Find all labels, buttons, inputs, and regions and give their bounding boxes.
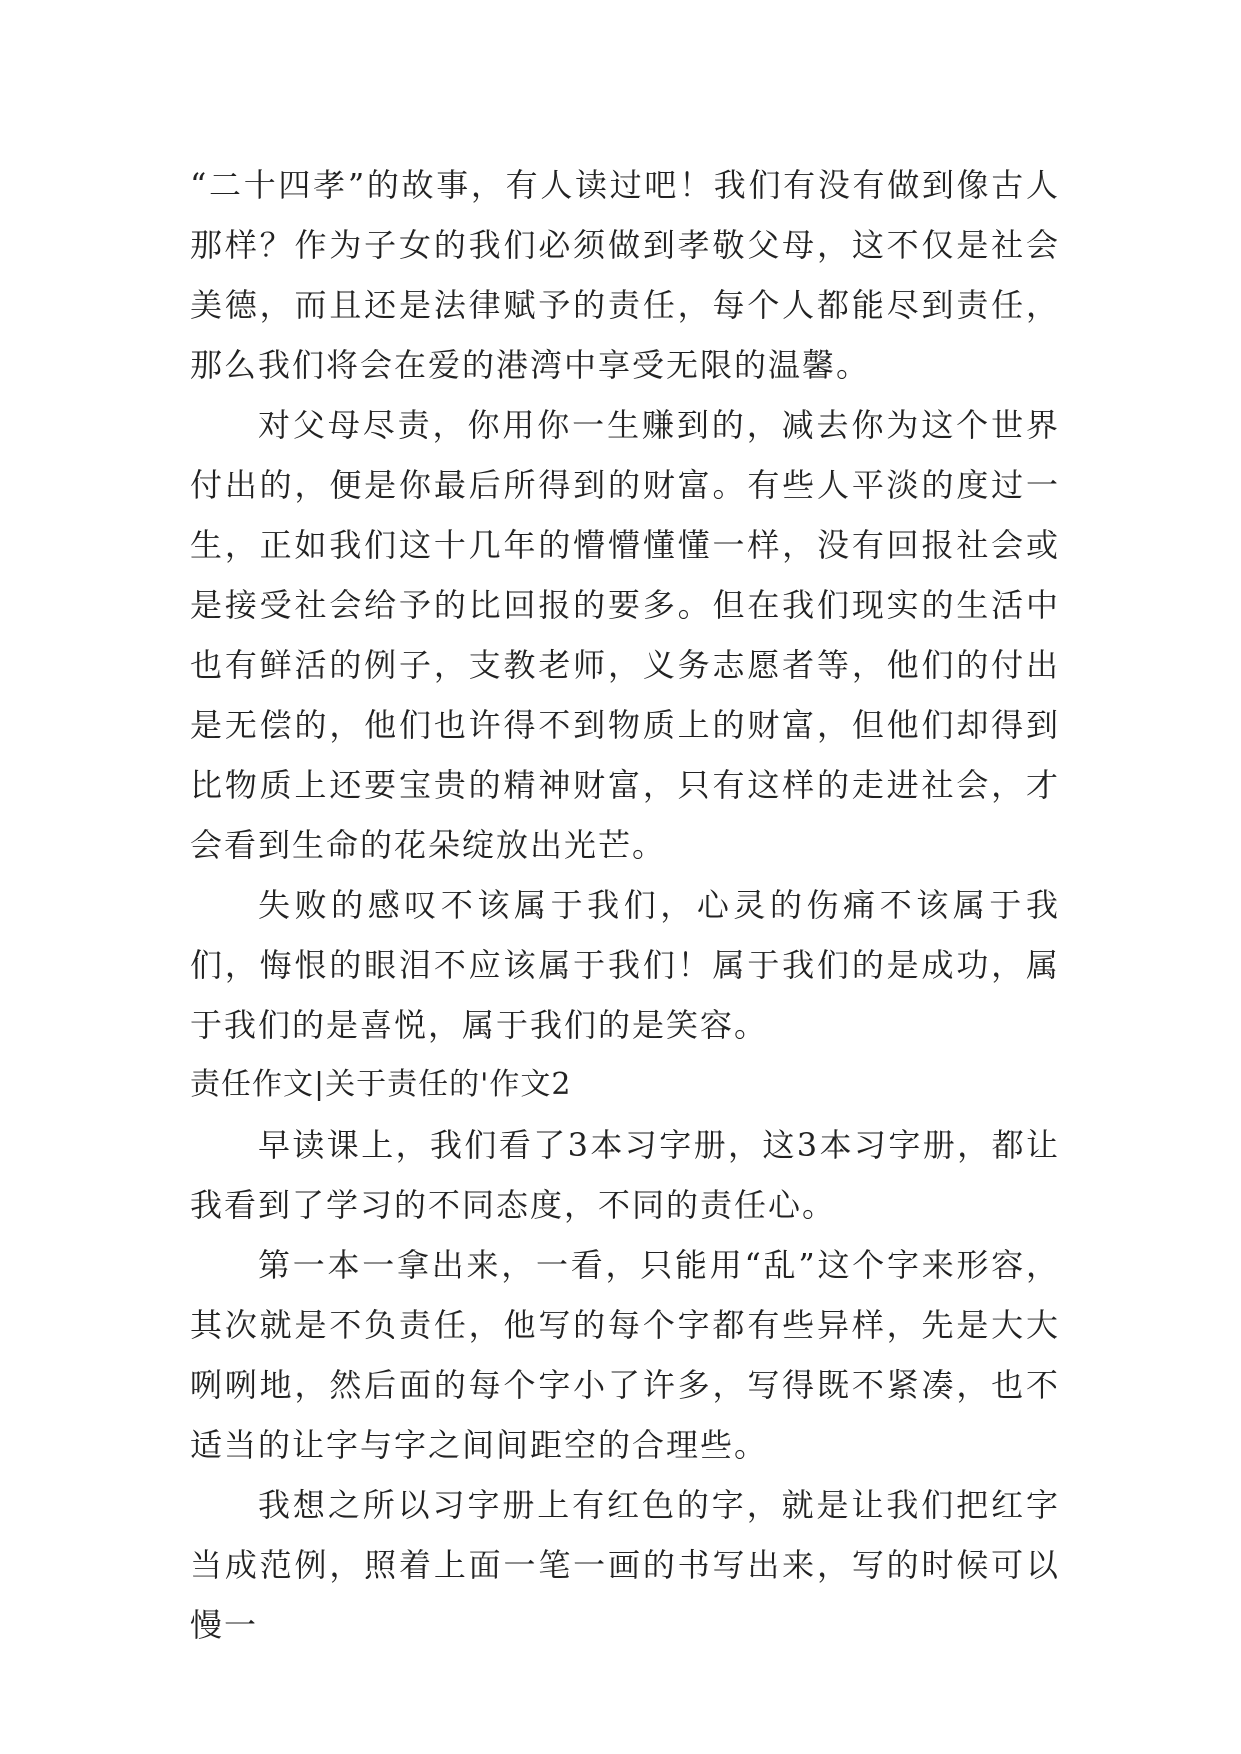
paragraph-first-book: 第一本一拿出来，一看，只能用“乱”这个字来形容，其次就是不负责任，他写的每个字都有些异样，先是大大咧咧地，然后面的每个字小了许多，写得既不紧凑，也不适当的让字与字之间间距空的合理些。 [190,1246,1060,1464]
section-heading: 责任作文|关于责任的'作文2 [190,1067,572,1102]
paragraph-red-characters: 我想之所以习字册上有红色的字，就是让我们把红字当成范例，照着上面一笔一画的书写出来，写的时候可以慢一 [190,1486,1060,1644]
paragraph-duty-to-parents: 对父母尽责，你用你一生赚到的，减去你为这个世界付出的，便是你最后所得到的财富。有些人平淡的度过一生，正如我们这十几年的懵懵懂懂一样，没有回报社会或是接受社会给予的比回报的要多。但在我们现实的生活中也有鲜活的例子，支教老师，义务志愿者等，他们的付出是无偿的，他们也许得不到物质上的财富，但他们却得到比物质上还要宝贵的精神财富，只有这样的走进社会，才会看到生命的花朵绽放出光芒。 [190,406,1060,864]
paragraph-twenty-four-filial: “二十四孝”的故事，有人读过吧！我们有没有做到像古人那样？作为子女的我们必须做到孝敬父母，这不仅是社会美德，而且还是法律赋予的责任，每个人都能尽到责任，那么我们将会在爱的港湾中享受无限的温馨。 [190,166,1060,384]
paragraph-morning-reading: 早读课上，我们看了3本习字册，这3本习字册，都让我看到了学习的不同态度，不同的责任心。 [190,1126,1060,1224]
paragraph-not-belong-to-us: 失败的感叹不该属于我们，心灵的伤痛不该属于我们，悔恨的眼泪不应该属于我们！属于我们的是成功，属于我们的是喜悦，属于我们的是笑容。 [190,886,1060,1044]
document-body [190,155,1060,1655]
